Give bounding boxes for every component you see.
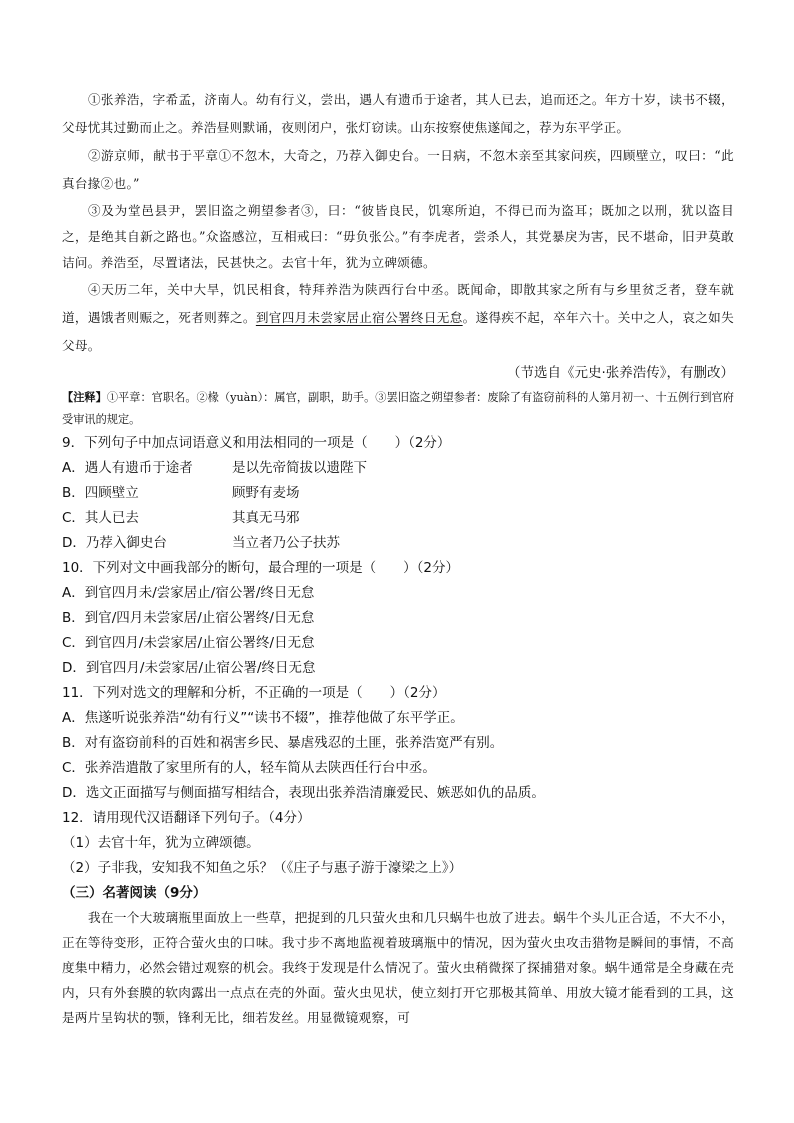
- question-12-item-1: （1）去官十年，犹为立碑颂德。: [62, 835, 260, 851]
- question-10-stem: 10．下列对文中画我部分的断句，最合理的一项是（ ）（2分）: [62, 560, 460, 576]
- question-9-option-b[interactable]: [62, 481, 734, 506]
- passage-source: （节选自《元史·张养浩传》，有删改）: [506, 365, 734, 381]
- paragraph-4-text-before: ④天历二年，关中大旱，饥民相食，特拜养浩为陕西行台中丞。既闻命，即散其家之所有与乡里贫乏者，登车就道，遇饿者则赈之，死者则葬之。: [62, 282, 734, 325]
- passage-paragraph-3: ③及为堂邑县尹，罢旧盗之朔望参者③，曰：“彼皆良民，饥寒所迫，不得已而为盗耳；既加之以刑，犹以盗目之，是绝其自新之路也。”众盗感泣，互相戒曰：“毋负张公。”有李虎者，尝杀人，其党暴戾为害，民不堪命，旧尹莫敢诘问。养浩至，尽置诸法，民甚快之。去官十年，犹为立碑颂德。: [62, 203, 734, 270]
- question-10-option-c[interactable]: C．到官四月/未尝家居/止宿公署终/日无怠: [62, 635, 315, 651]
- question-10-option-a[interactable]: A．到官四月未/尝家居止/宿公署/终日无怠: [62, 585, 315, 601]
- option-left: C．其人已去: [62, 510, 139, 526]
- reading-passage: 我在一个大玻璃瓶里面放上一些草，把捉到的几只萤火虫和几只蜗牛也放了进去。蜗牛个头儿正合适，不大不小，正在等待变形，正符合萤火虫的口味。我寸步不离地监视着玻璃瓶中的情况，因为萤火虫攻击猎物是瞬间的事情，不高度集中精力，必然会错过观察的机会。我终于发现是什么情况了。萤火虫稍微探了探捕猎对象。蜗牛通常是全身藏在壳内，只有外套膜的软肉露出一点点在壳的外面。萤火虫见状，使立刻打开它那极其简单、用放大镜才能看到的工具，这是两片呈钩状的颚，锋利无比，细若发丝。用显微镜观察，可: [62, 910, 734, 1025]
- option-left: B．四顾壁立: [62, 485, 139, 501]
- option-left: A．遇人有遗币于途者: [62, 460, 193, 476]
- question-12-item-2: （2）子非我，安知我不知鱼之乐？（《庄子与惠子游于濠梁之上》）: [62, 860, 463, 876]
- question-11-stem: 11．下列对选文的理解和分析，不正确的一项是（ ）（2分）: [62, 685, 446, 701]
- question-9-option-c[interactable]: [62, 506, 734, 531]
- question-12-stem: 12．请用现代汉语翻译下列句子。（4分）: [62, 810, 311, 826]
- option-right: 是以先帝简拔以遗陛下: [232, 460, 367, 476]
- question-11-option-c[interactable]: C．张养浩遣散了家里所有的人，轻车简从去陕西任行台中丞。: [62, 760, 436, 776]
- section-heading: （三）名著阅读（9分）: [62, 885, 207, 901]
- question-11-option-a[interactable]: A．焦遂听说张养浩“幼有行义”“读书不辍”，推荐他做了东平学正。: [62, 710, 464, 726]
- option-right: 当立者乃公子扶苏: [232, 535, 340, 551]
- underlined-sentence: 到官四月未尝家居止宿公署终日无怠: [255, 310, 463, 325]
- question-9-stem: 9．下列句子中加点词语意义和用法相同的一项是（ ）（2分）: [62, 435, 451, 451]
- question-9-option-a[interactable]: [62, 456, 734, 481]
- passage-paragraph-2: ②游京师，献书于平章①不忽木，大奇之，乃荐入御史台。一日病，不忽木亲至其家问疾，四顾壁立，叹曰：“此真台掾②也。”: [62, 148, 734, 191]
- annotation-note: [62, 386, 734, 431]
- question-10-option-b[interactable]: B．到官/四月未尝家居/止宿公署终/日无怠: [62, 610, 315, 626]
- passage-paragraph-1: ①张养浩，字希孟，济南人。幼有行义，尝出，遇人有遗币于途者，其人已去，追而还之。年方十岁，读书不辍，父母忧其过勤而止之。养浩昼则默诵，夜则闭户，张灯窃读。山东按察使焦遂闻之，荐为东平学正。: [62, 92, 734, 135]
- note-text: ①平章：官职名。②椽（yuàn）：属官，副职，助手。③罢旧盗之朔望参者：废除了有盗窃前科的人第月初一、十五例行到官府受审讯的规定。: [62, 391, 734, 426]
- question-11-option-b[interactable]: B．对有盗窃前科的百姓和祸害乡民、暴虐残忍的土匪，张养浩宽严有别。: [62, 735, 504, 751]
- question-10-option-d[interactable]: D．到官四月/未尝家居/止宿公署/终日无怠: [62, 660, 316, 676]
- option-left: D．乃荐入御史台: [62, 535, 167, 551]
- option-right: 顾野有麦场: [232, 485, 300, 501]
- paragraph-4-text-after: 。遂得疾不起，卒年六十。关中之人，哀之如失父母。: [62, 310, 734, 353]
- question-9-option-d[interactable]: [62, 531, 734, 556]
- option-right: 其真无马邪: [232, 510, 300, 526]
- question-11-option-d[interactable]: D．选文正面描写与侧面描写相结合，表现出张养浩清廉爱民、嫉恶如仇的品质。: [62, 785, 545, 801]
- note-label: 【注释】: [62, 390, 107, 404]
- passage-paragraph-4: [62, 276, 734, 360]
- exam-page: [62, 86, 734, 1030]
